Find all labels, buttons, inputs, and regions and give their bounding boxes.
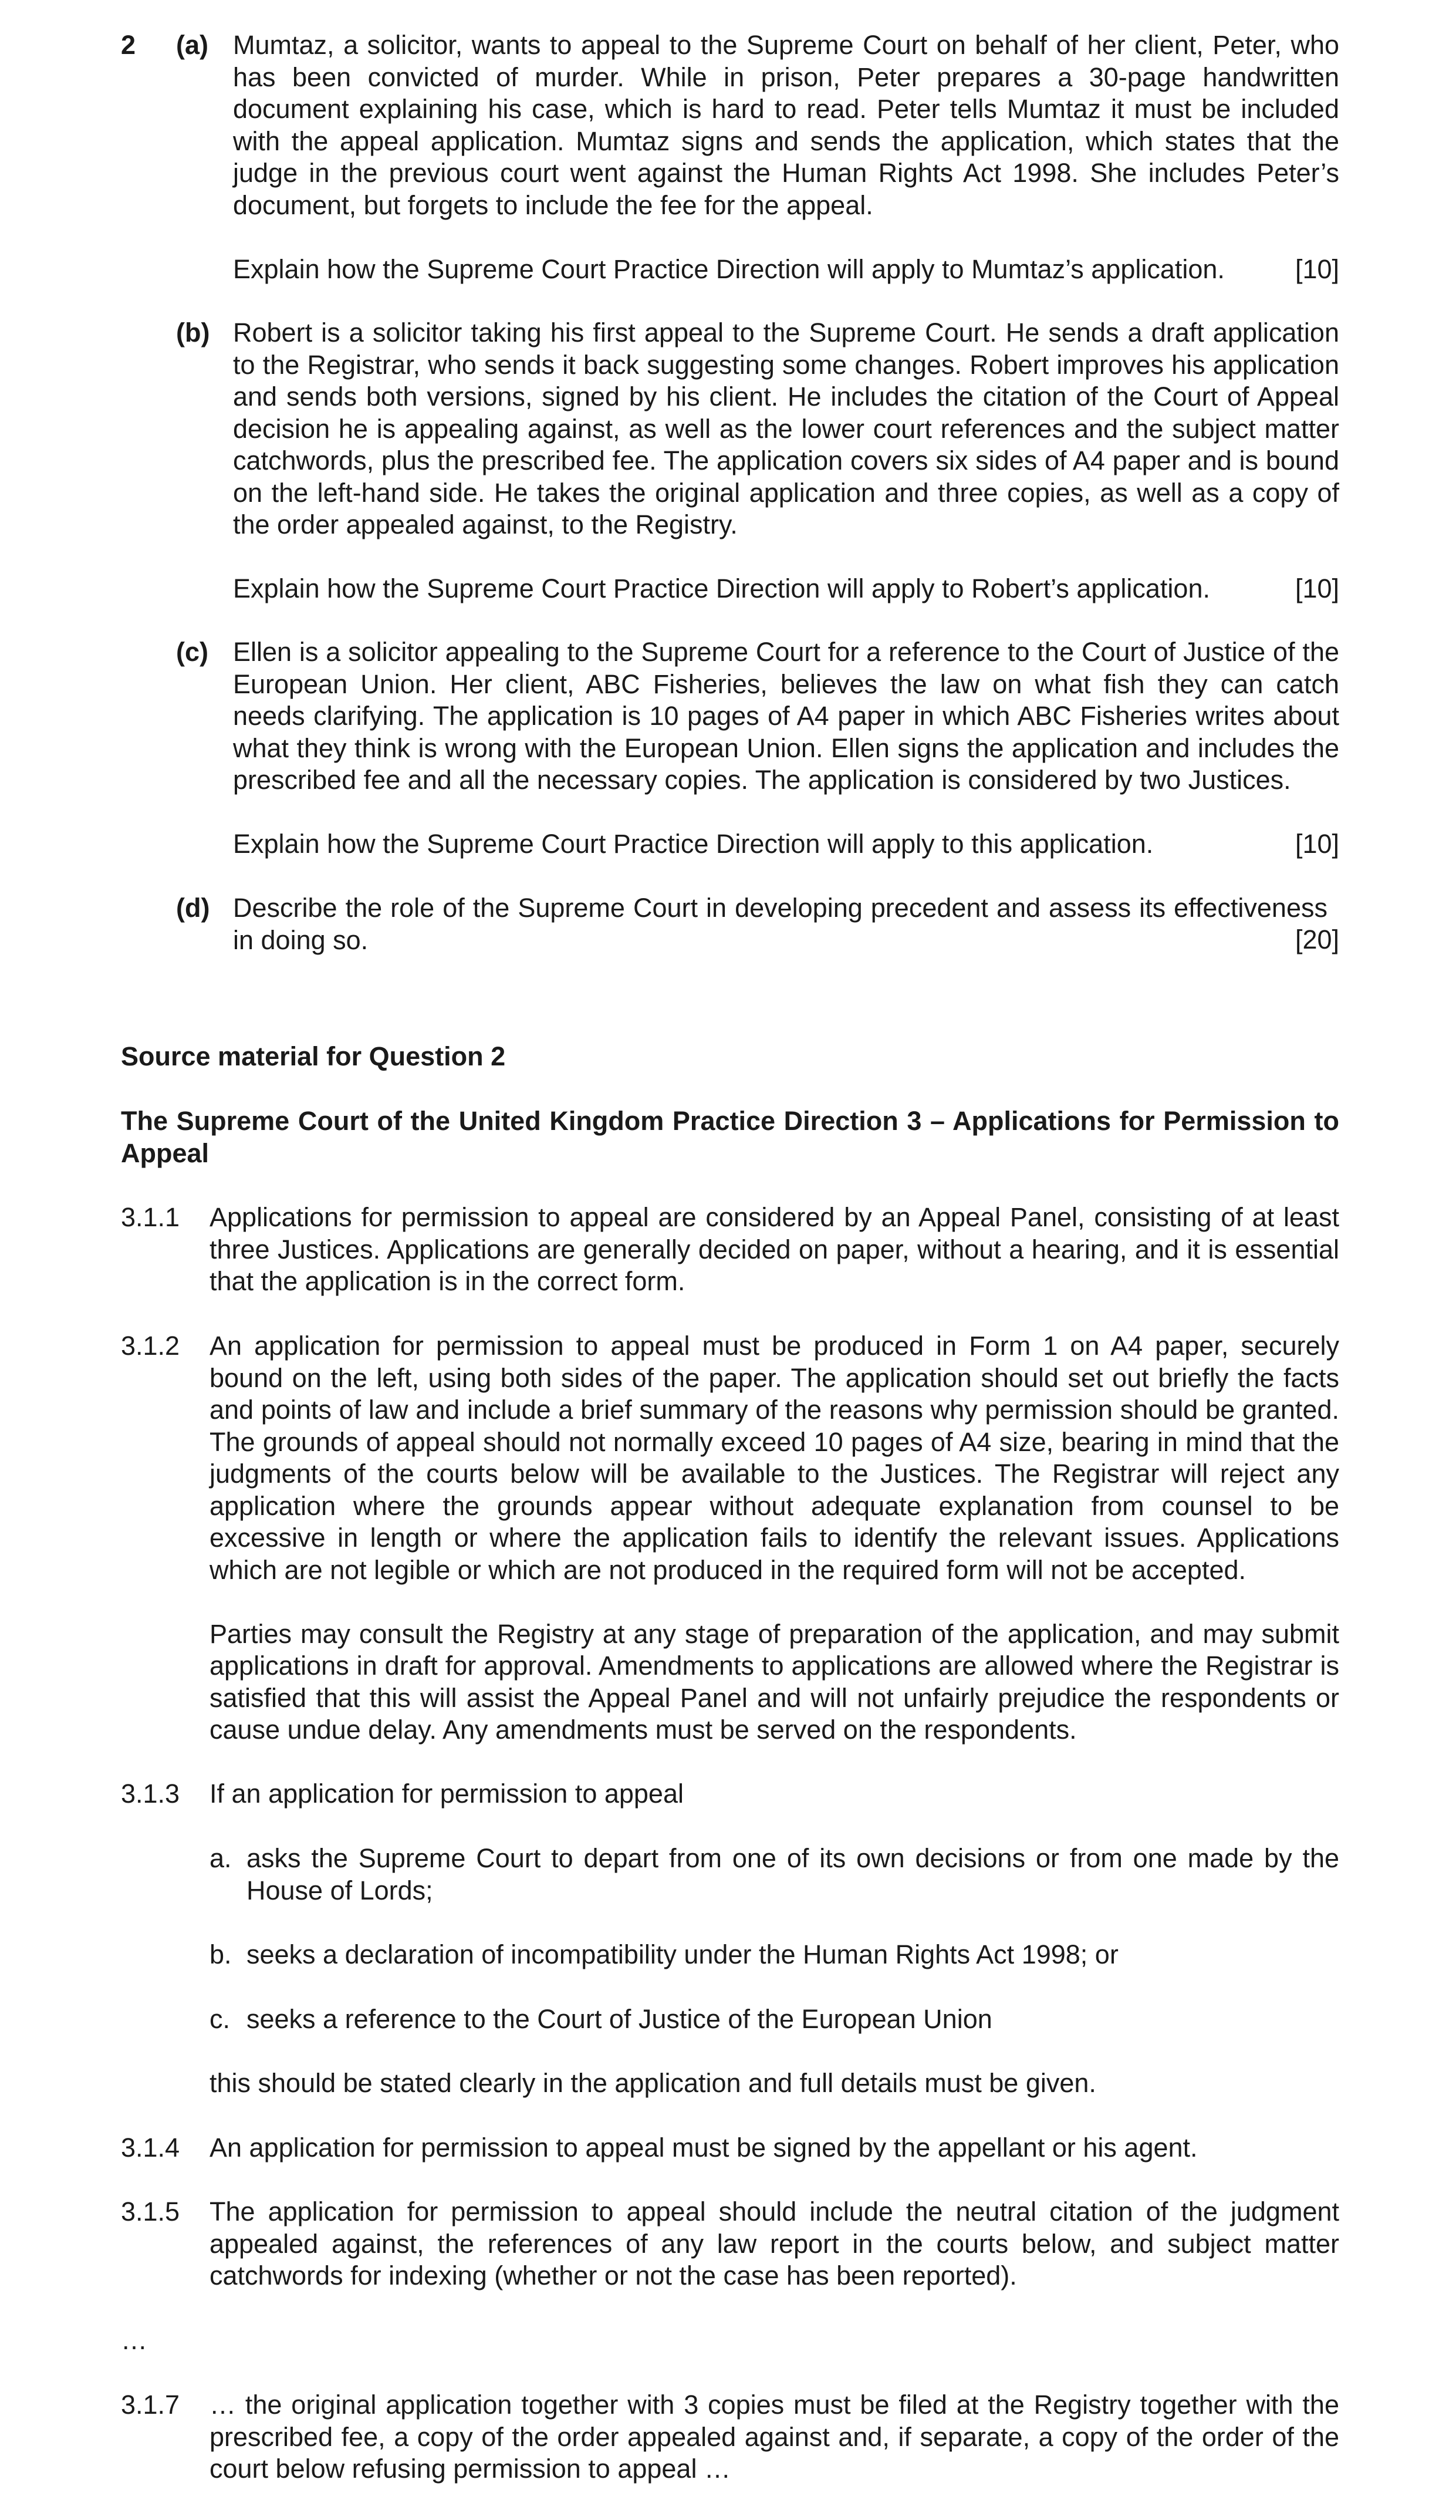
part-c-instruction-line — [233, 828, 1339, 861]
section-3-1-3-number: 3.1.3 — [121, 1779, 180, 1809]
section-3-1-5-number: 3.1.5 — [121, 2197, 180, 2226]
part-d-marks: [20] — [1295, 925, 1339, 954]
part-a-scenario: Mumtaz, a solicitor, wants to appeal to the Supreme Court on behalf of her client, Peter, who has been convicted of murder. While in prison, Peter prepares a 30-page handwritten document explaining his case, which is hard to read. Peter tells Mumtaz it must be included with the appeal application. Mumtaz signs and sends the application, which states that the judge in the previous court went against the Human Rights Act 1998. She includes Peter’s document, but forgets to include the fee for the appeal. — [233, 30, 1339, 220]
part-c-label: (c) — [176, 637, 208, 667]
section-3-1-3-item-b: seeks a declaration of incompatibility under the Human Rights Act 1998; or — [246, 1939, 1119, 1969]
part-b-instruction-line — [233, 573, 1339, 605]
part-b-marks: [10] — [1295, 574, 1339, 603]
part-c-marks: [10] — [1295, 829, 1339, 859]
section-3-1-2-text-2: Parties may consult the Registry at any stage of preparation of the application, and may submit applications in draft for approval. Amendments to applications are allowed where the Registrar is satisfied that this will assist the Appeal Panel and will not unfairly prejudice the respondents or cause undue delay. Any amendments must be served on the respondents. — [210, 1618, 1339, 1745]
section-3-1-1-text: Applications for permission to appeal are considered by an Appeal Panel, consisting of at least three Justices. Applications are generally decided on paper, without a hearing, and it is essential that the application is in the correct form. — [210, 1202, 1339, 1296]
part-a-instruction: Explain how the Supreme Court Practice Direction will apply to Mumtaz’s application. — [233, 254, 1225, 284]
section-3-1-2-text: An application for permission to appeal must be produced in Form 1 on A4 paper, securely bound on the left, using both sides of the paper. The application should set out briefly the facts and points of law and include a brief summary of the reasons why permission should be granted. The grounds of appeal should not normally exceed 10 pages of A4 size, bearing in mind that the judgments of the courts below will be available to the Justices. The Registrar will reject any application where the grounds appear without adequate explanation from counsel to be excessive in length or where the application fails to identify the relevant issues. Applications which are not legible or which are not produced in the required form will not be accepted. — [210, 1331, 1339, 1585]
source-title: The Supreme Court of the United Kingdom Practice Direction 3 – Applications for Permission to Appeal — [121, 1106, 1339, 1168]
section-3-1-7-number: 3.1.7 — [121, 2390, 180, 2420]
part-b — [233, 317, 1339, 605]
part-b-instruction: Explain how the Supreme Court Practice Direction will apply to Robert’s application. — [233, 574, 1210, 603]
part-c — [233, 636, 1339, 861]
part-a — [233, 29, 1339, 285]
part-d-text: Describe the role of the Supreme Court in developing precedent and assess its effectiveness in doing so. — [233, 893, 1327, 955]
part-d — [233, 892, 1339, 956]
section-3-1-2 — [210, 1330, 1339, 1746]
omitted-sections-ellipsis: … — [121, 2325, 147, 2355]
section-3-1-3-item-c: seeks a reference to the Court of Justice of the European Union — [246, 2004, 992, 2034]
section-3-1-7-text: … the original application together with 3 copies must be filed at the Registry together with the prescribed fee, a copy of the order appealed against and, if separate, a copy of the order of the court below refusing permission to appeal … — [210, 2390, 1339, 2484]
part-c-instruction: Explain how the Supreme Court Practice Direction will apply to this application. — [233, 829, 1154, 859]
section-3-1-2-number: 3.1.2 — [121, 1331, 180, 1361]
part-d-label: (d) — [176, 893, 210, 923]
section-3-1-4-number: 3.1.4 — [121, 2133, 180, 2163]
part-b-label: (b) — [176, 318, 210, 348]
section-3-1-3-item-a: asks the Supreme Court to depart from one of its own decisions or from one made by the House of Lords; — [246, 1843, 1339, 1905]
part-c-scenario: Ellen is a solicitor appealing to the Supreme Court for a reference to the Court of Justice of the European Union. Her client, ABC Fisheries, believes the law on what fish they can catch needs clarifying. The application is 10 pages of A4 paper in which ABC Fisheries writes about what they think is wrong with the European Union. Ellen signs the application and includes the prescribed fee and all the necessary copies. The application is considered by two Justices. — [233, 637, 1339, 795]
part-a-marks: [10] — [1295, 254, 1339, 284]
section-3-1-3-item-c-label: c. — [210, 2004, 231, 2034]
question-number: 2 — [121, 30, 136, 60]
section-3-1-5-text: The application for permission to appeal should include the neutral citation of the judgment appealed against, the references of any law report in the courts below, and subject matter catchwords for indexing (whether or not the case has been reported). — [210, 2197, 1339, 2290]
part-b-scenario: Robert is a solicitor taking his first appeal to the Supreme Court. He sends a draft application to the Registrar, who sends it back suggesting some changes. Robert improves his application and sends both versions, signed by his client. He includes the citation of the Court of Appeal decision he is appealing against, as well as the lower court references and the subject matter catchwords, plus the prescribed fee. The application covers six sides of A4 paper and is bound on the left-hand side. He takes the original application and three copies, as well as a copy of the order appealed against, to the Registry. — [233, 318, 1339, 539]
section-3-1-3-item-b-label: b. — [210, 1939, 232, 1969]
part-a-label: (a) — [176, 30, 208, 60]
section-3-1-3-intro: If an application for permission to appeal — [210, 1779, 684, 1809]
section-3-1-4-text: An application for permission to appeal must be signed by the appellant or his agent. — [210, 2133, 1198, 2163]
part-a-instruction-line — [233, 254, 1339, 286]
source-heading: Source material for Question 2 — [121, 1041, 506, 1071]
section-3-1-3-closing: this should be stated clearly in the application and full details must be given. — [210, 2068, 1096, 2098]
section-3-1-3-item-a-label: a. — [210, 1843, 232, 1873]
section-3-1-1-number: 3.1.1 — [121, 1202, 180, 1232]
